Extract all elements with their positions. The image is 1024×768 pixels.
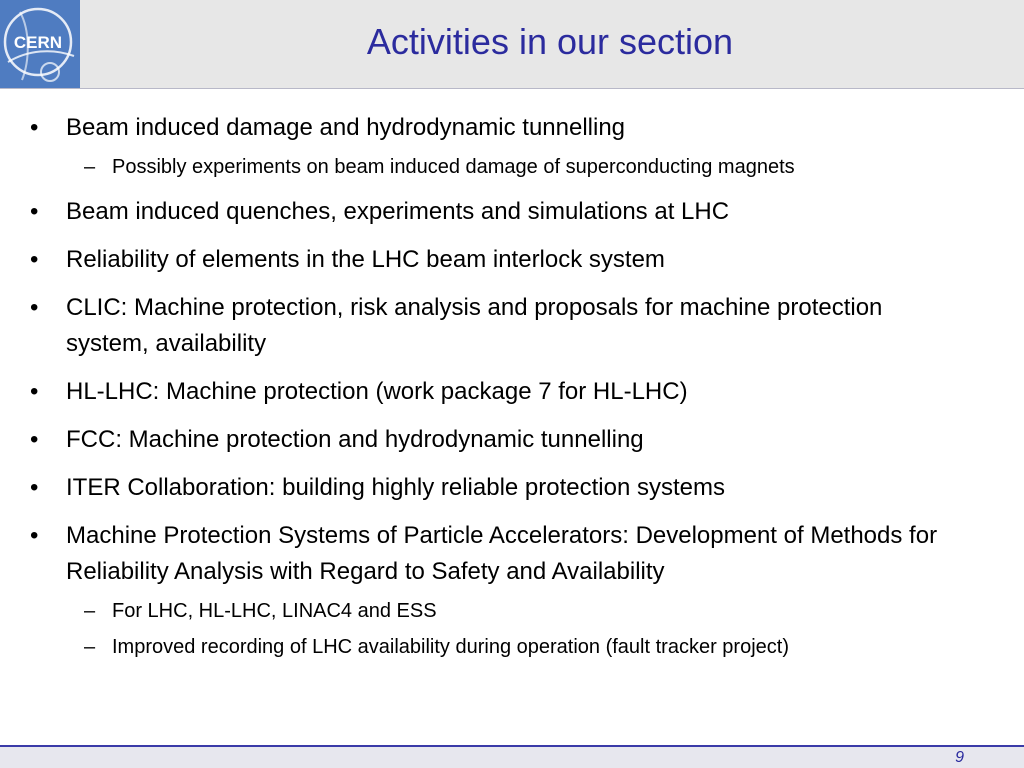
bullet-dot-icon: • <box>30 198 39 225</box>
bullet-item <box>0 110 1024 146</box>
slide-footer <box>0 745 1024 768</box>
bullet-list <box>0 110 1024 662</box>
sub-bullet-text: For LHC, HL-LHC, LINAC4 and ESS <box>112 600 437 622</box>
bullet-text: CLIC: Machine protection, risk analysis and proposals for machine protection system, availability <box>66 294 883 357</box>
bullet-dot-icon: • <box>30 474 39 501</box>
bullet-item <box>0 422 1024 458</box>
dash-icon: – <box>84 156 96 178</box>
bullet-item <box>0 470 1024 506</box>
bullet-text: Beam induced damage and hydrodynamic tunnelling <box>66 114 626 141</box>
bullet-text: HL-LHC: Machine protection (work package 7 for HL-LHC) <box>66 378 688 405</box>
sub-bullet-text: Improved recording of LHC availability during operation (fault tracker project) <box>112 636 789 658</box>
sub-bullet-item <box>0 632 1024 662</box>
cern-logo <box>0 0 80 88</box>
sub-bullet-text: Possibly experiments on beam induced damage of superconducting magnets <box>112 156 795 178</box>
bullet-text: Machine Protection Systems of Particle Accelerators: Development of Methods for Reliability Analysis with Regard to Safety and Availability <box>66 522 938 585</box>
bullet-text: FCC: Machine protection and hydrodynamic tunnelling <box>66 426 644 453</box>
dash-icon: – <box>84 636 96 658</box>
dash-icon: – <box>84 600 96 622</box>
sub-bullet-item <box>0 596 1024 626</box>
bullet-item <box>0 242 1024 278</box>
sub-bullet-item <box>0 152 1024 182</box>
bullet-dot-icon: • <box>30 114 39 141</box>
bullet-item <box>0 290 926 362</box>
bullet-dot-icon: • <box>30 426 39 453</box>
bullet-dot-icon: • <box>30 522 39 549</box>
bullet-dot-icon: • <box>30 378 39 405</box>
bullet-text: Reliability of elements in the LHC beam interlock system <box>66 246 665 273</box>
cern-logo-text: CERN <box>13 33 63 52</box>
bullet-dot-icon: • <box>30 246 39 273</box>
page-number: 9 <box>955 749 964 766</box>
bullet-dot-icon: • <box>30 294 39 321</box>
cern-logo-icon <box>0 0 80 88</box>
bullet-item <box>0 194 1024 230</box>
bullet-item <box>0 518 966 590</box>
bullet-item <box>0 374 1024 410</box>
slide-header <box>0 0 1024 89</box>
bullet-text: ITER Collaboration: building highly reliable protection systems <box>66 474 725 501</box>
bullet-text: Beam induced quenches, experiments and simulations at LHC <box>66 198 730 225</box>
page-title: Activities in our section <box>366 21 734 62</box>
